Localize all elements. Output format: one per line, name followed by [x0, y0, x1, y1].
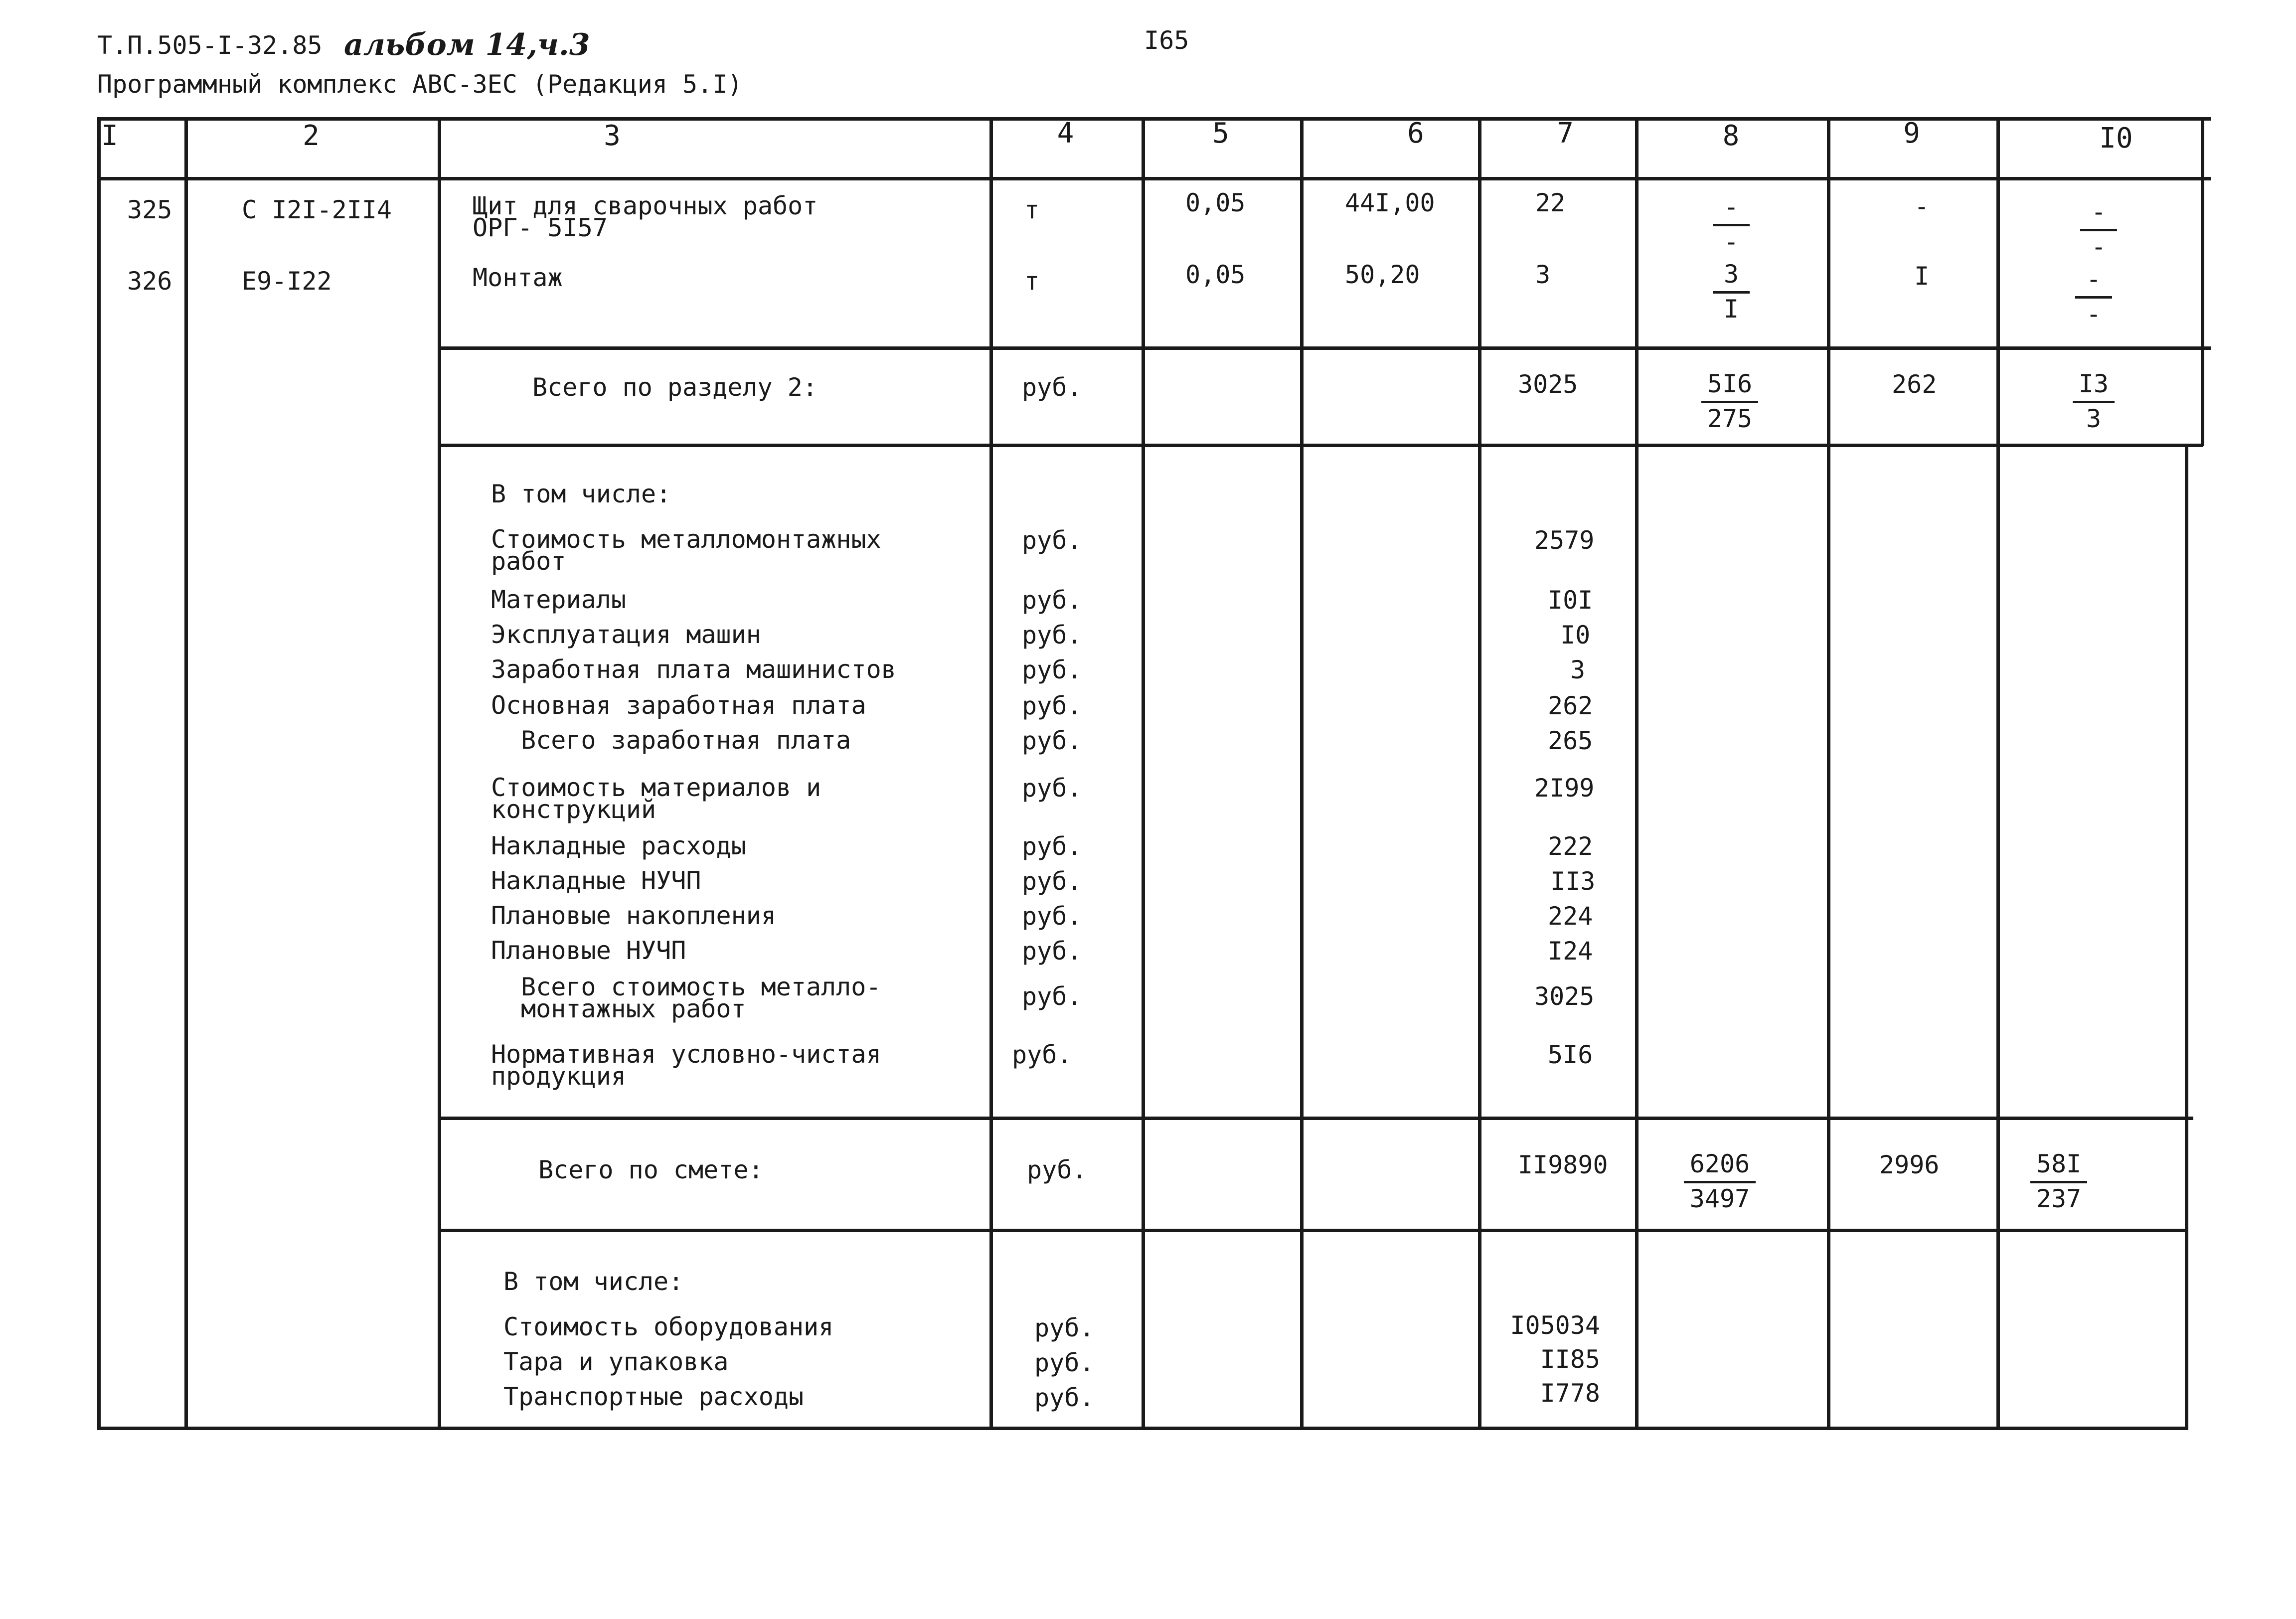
estimate-total-unit: руб.: [1027, 1155, 1087, 1184]
row-number: 325: [127, 195, 172, 224]
breakdown-item-label: Основная заработная плата: [491, 691, 866, 720]
section-total-unit: руб.: [1022, 373, 1082, 402]
breakdown-item-label-line2: монтажных работ: [521, 994, 746, 1023]
breakdown-item-value: 224: [1548, 902, 1593, 931]
row-unit: т: [1024, 267, 1040, 296]
breakdown-item-label: Стоимость материалов и: [491, 773, 821, 802]
col10-bottom: -: [2091, 232, 2107, 261]
estimate-total-value: II9890: [1518, 1150, 1608, 1179]
col-divider-7: [1635, 117, 1639, 1430]
breakdown-item-unit: руб.: [1022, 726, 1082, 755]
breakdown-item-label: Стоимость оборудования: [503, 1312, 834, 1341]
row-name-line2: ОРГ- 5I57: [473, 213, 608, 242]
breakdown-item-label: Накладные расходы: [491, 831, 746, 860]
col8-bottom: 275: [1707, 404, 1753, 433]
breakdown-item-unit: руб.: [1012, 1040, 1072, 1069]
column-header: 2: [303, 120, 320, 152]
breakdown-item-value: 2579: [1534, 526, 1595, 555]
breakdown-item-label: Материалы: [491, 585, 626, 614]
breakdown-item-label: Всего заработная плата: [521, 726, 851, 755]
breakdown-item-unit: руб.: [1022, 982, 1082, 1011]
breakdown-item-label-line2: работ: [491, 547, 566, 576]
col10-bottom: 237: [2036, 1184, 2082, 1213]
row-col8: [1696, 259, 1766, 324]
breakdown-item-unit: руб.: [1022, 586, 1082, 615]
section-total-col9: 262: [1892, 370, 1937, 399]
estimate-total-col9: 2996: [1879, 1150, 1940, 1179]
breakdown-item-value: 3025: [1534, 982, 1595, 1011]
estimate-total-col10: [2024, 1149, 2094, 1214]
breakdown-item-value: I0I: [1548, 586, 1593, 615]
column-header: 5: [1212, 117, 1229, 150]
row-quantity: 0,05: [1185, 188, 1246, 217]
breakdown-item-unit: руб.: [1022, 937, 1082, 966]
breakdown-item-label: Заработная плата машинистов: [491, 655, 896, 684]
breakdown-item-unit: руб.: [1022, 832, 1082, 861]
column-header: 9: [1903, 117, 1920, 150]
breakdown-item-value: I0: [1560, 621, 1591, 649]
breakdown-item-label: Накладные НУЧП: [491, 866, 701, 895]
section-total-col8: [1695, 369, 1765, 434]
row-name: Монтаж: [473, 263, 563, 292]
breakdown-item-value: 262: [1548, 691, 1593, 720]
row-number: 326: [127, 267, 172, 296]
row-unit-price: 50,20: [1345, 260, 1420, 289]
breakdown-item-value: 2I99: [1534, 774, 1595, 803]
breakdown-item-value: II85: [1540, 1345, 1600, 1374]
breakdown-bottom-border: [439, 1117, 2193, 1120]
col-divider-2: [438, 117, 441, 1430]
col8-bottom: -: [1723, 227, 1739, 256]
col-divider-9: [1996, 117, 2000, 1430]
breakdown-item-value: 265: [1548, 726, 1593, 755]
col-divider-8: [1827, 117, 1830, 1430]
row-code: Е9-I22: [242, 267, 332, 296]
section-total-bottom-border: [439, 444, 2203, 447]
column-header: 7: [1557, 117, 1574, 150]
col-divider-5: [1300, 117, 1304, 1430]
col8-top: 6206: [1684, 1149, 1756, 1183]
row-total: 3: [1535, 260, 1551, 289]
estimate-total-bottom-border: [439, 1229, 2188, 1232]
header-bottom-border: [97, 177, 2211, 180]
breakdown-item-label: Транспортные расходы: [503, 1382, 804, 1411]
column-header: 3: [604, 120, 621, 152]
row-unit-price: 44I,00: [1345, 188, 1435, 217]
col10-top: -: [2075, 264, 2112, 299]
col8-bottom: I: [1723, 295, 1739, 324]
col-divider-1: [184, 117, 188, 1430]
breakdown-item-unit: руб.: [1034, 1313, 1095, 1342]
col-divider-10: [2201, 117, 2204, 446]
column-header: 8: [1722, 120, 1740, 152]
col10-bottom: 3: [2086, 404, 2102, 433]
section-total-label: Всего по разделу 2:: [532, 373, 818, 402]
breakdown-item-value: I778: [1540, 1379, 1600, 1408]
col-divider-10b: [2185, 444, 2188, 1430]
row-col8: [1696, 192, 1766, 257]
breakdown-item-unit: руб.: [1022, 655, 1082, 684]
breakdown-heading: В том числе:: [491, 480, 671, 508]
breakdown-item-label: Эксплуатация машин: [491, 620, 761, 649]
page-number: I65: [1144, 26, 1189, 55]
estimate-total-label: Всего по смете:: [538, 1155, 764, 1184]
breakdown-item-label-line2: конструкций: [491, 795, 656, 824]
breakdown-item-label: Нормативная условно-чистая: [491, 1040, 881, 1069]
row-total: 22: [1535, 188, 1566, 217]
breakdown-item-unit: руб.: [1022, 621, 1082, 649]
doc-code: Т.П.505-I-32.85: [97, 31, 323, 60]
column-header: I0: [2099, 122, 2133, 155]
breakdown-item-value: 3: [1570, 655, 1586, 684]
col10-bottom: -: [2086, 300, 2102, 328]
col10-top: 58I: [2030, 1149, 2087, 1183]
breakdown-item-unit: руб.: [1034, 1383, 1095, 1412]
col-divider-0: [97, 117, 101, 1430]
breakdown-item-label: Плановые накопления: [491, 901, 776, 930]
column-header: I: [101, 120, 118, 152]
breakdown-item-unit: руб.: [1034, 1348, 1095, 1377]
col8-top: -: [1713, 192, 1750, 226]
rows-bottom-border: [439, 346, 2211, 350]
breakdown-item-value: 222: [1548, 832, 1593, 861]
col10-top: -: [2080, 197, 2117, 231]
row-code: С I2I-2II4: [242, 195, 392, 224]
program-name: Программный комплекс АВС-3ЕС (Редакция 5.I): [97, 70, 743, 99]
breakdown-item-label-line2: продукция: [491, 1062, 626, 1091]
row-col9: I: [1914, 262, 1930, 291]
breakdown-item-value: I24: [1548, 937, 1593, 966]
breakdown-item-value: I05034: [1510, 1311, 1600, 1340]
breakdown-item-unit: руб.: [1022, 867, 1082, 896]
breakdown-item-value: 5I6: [1548, 1040, 1593, 1069]
col8-top: 3: [1713, 259, 1750, 294]
col-divider-6: [1478, 117, 1481, 1430]
breakdown-item-label: Тара и упаковка: [503, 1347, 729, 1376]
estimate-total-col8: [1685, 1149, 1755, 1214]
breakdown-item-unit: руб.: [1022, 774, 1082, 803]
section-total-value: 3025: [1518, 370, 1578, 399]
breakdown-item-value: II3: [1550, 867, 1596, 896]
album-note: альбом 14,ч.3: [344, 27, 590, 62]
section-total-col10: [2059, 369, 2129, 434]
col-divider-4: [1142, 117, 1145, 1430]
breakdown-heading: В том числе:: [503, 1267, 684, 1296]
row-unit: т: [1024, 195, 1040, 224]
row-col10: [2059, 264, 2129, 329]
column-header: 6: [1407, 117, 1424, 150]
row-name: Щит для сварочных работ: [473, 191, 818, 220]
breakdown-item-unit: руб.: [1022, 691, 1082, 720]
breakdown-item-unit: руб.: [1022, 902, 1082, 931]
col10-top: I3: [2073, 369, 2115, 403]
breakdown-item-label: Всего стоимость металло-: [521, 972, 881, 1001]
col-divider-3: [989, 117, 993, 1430]
breakdown-item-unit: руб.: [1022, 526, 1082, 555]
row-quantity: 0,05: [1185, 260, 1246, 289]
row-col9: -: [1914, 192, 1930, 221]
col8-top: 5I6: [1701, 369, 1758, 403]
column-header: 4: [1057, 117, 1074, 150]
breakdown-item-label: Плановые НУЧП: [491, 936, 686, 965]
col8-bottom: 3497: [1689, 1184, 1750, 1213]
breakdown-item-label: Стоимость металломонтажных: [491, 525, 881, 554]
row-col10: [2064, 197, 2133, 262]
